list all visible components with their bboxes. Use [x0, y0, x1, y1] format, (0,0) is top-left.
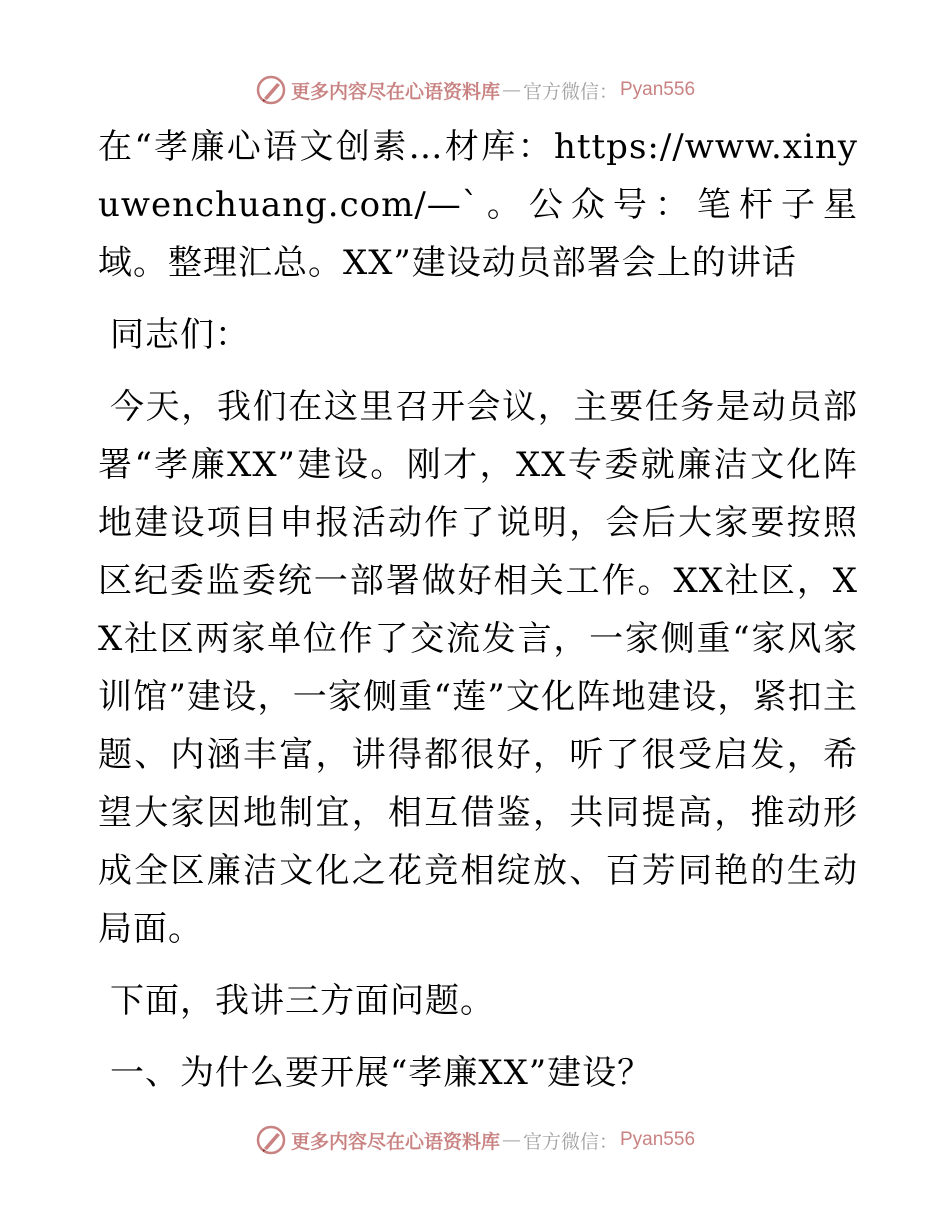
body-paragraph: 今天，我们在这里召开会议，主要任务是动员部署“孝廉XX”建设。刚才，XX专委就廉洁文化阵地建设项目申报活动作了说明，会后大家要按照区纪委监委统一部署做好相关工作。XX社区，XX社区两家单位作了交流发言，一家侧重“家风家训馆”建设，一家侧重“莲”文化阵地建设，紧扣主题、内涵丰富，讲得都很好，听了很受启发，希望大家因地制宜，相互借鉴，共同提高，推动形成全区廉洁文化之花竞相绽放、百芳同艳的生动局面。	[98, 387, 858, 949]
watermark-separator: —	[501, 1129, 521, 1151]
watermark-main-text: 更多内容尽在心语资料库	[290, 1130, 500, 1153]
brush-logo-icon	[255, 1124, 287, 1156]
watermark-wechat-id: Pyan556	[620, 1129, 696, 1150]
watermark-wechat-id: Pyan556	[620, 79, 696, 100]
watermark-separator: —	[501, 79, 521, 101]
header-watermark	[0, 70, 950, 110]
watermark-label: 官方微信：	[522, 80, 618, 103]
document-body	[98, 118, 858, 1116]
section-heading: 一、为什么要开展“孝廉XX”建设？	[110, 1053, 653, 1093]
watermark-label: 官方微信：	[522, 1130, 618, 1153]
body-paragraph: 下面，我讲三方面问题。	[110, 981, 495, 1021]
document-title-paragraph: 在“孝廉心语文创素…材库：https://www.xinyuwenchuang.com/—`。公众号：笔杆子星域。整理汇总。XX”建设动员部署会上的讲话	[98, 127, 858, 283]
salutation-paragraph: 同志们：	[110, 315, 250, 355]
watermark-main-text: 更多内容尽在心语资料库	[290, 80, 500, 103]
brush-logo-icon	[255, 74, 287, 106]
footer-watermark	[0, 1120, 950, 1160]
